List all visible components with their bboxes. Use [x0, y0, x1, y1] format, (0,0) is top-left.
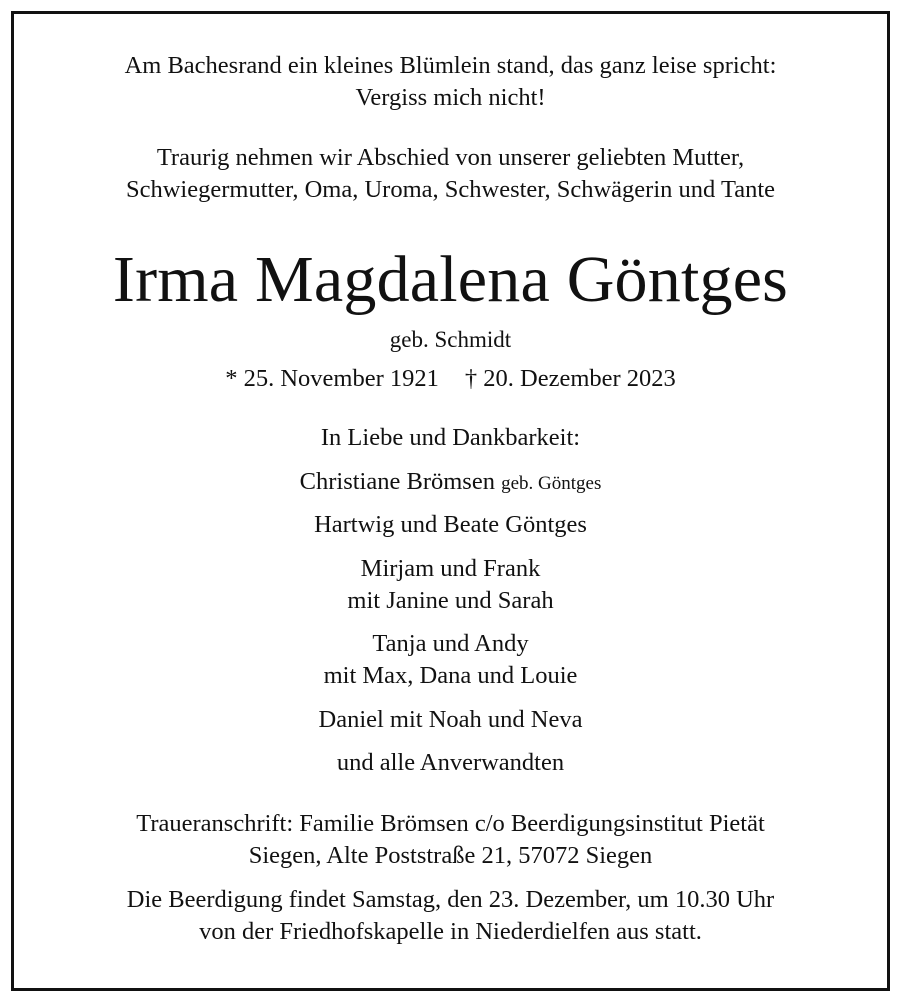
mourner-entry-1-name: Christiane Brömsen [299, 468, 495, 495]
address-line-2: Siegen, Alte Poststraße 21, 57072 Siegen [248, 842, 653, 869]
birth-date: * 25. November 1921 [225, 365, 439, 392]
intro-line-2: Schwiegermutter, Oma, Uroma, Schwester, Schwägerin und Tante [125, 176, 776, 203]
mourner-entry-6: und alle Anverwandten [336, 749, 565, 776]
funeral-line-2: von der Friedhofskapelle in Niederdielfen aus statt. [199, 918, 702, 945]
maiden-name: geb. Schmidt [389, 327, 512, 352]
mourner-entry-4-line-2: mit Max, Dana und Louie [323, 662, 578, 689]
mourner-entry-1 [0, 466, 901, 500]
deceased-name: Irma Magdalena Göntges [112, 243, 789, 316]
mourner-entry-2: Hartwig und Beate Göntges [314, 511, 587, 538]
life-dates [0, 363, 901, 395]
mourner-entry-1-note: geb. Göntges [501, 473, 602, 494]
verse-line-2: Vergiss mich nicht! [355, 84, 546, 111]
funeral-line-1: Die Beerdigung findet Samstag, den 23. Dezember, um 10.30 Uhr [126, 886, 775, 913]
mourner-entry-5: Daniel mit Noah und Neva [318, 706, 583, 733]
intro-line-1: Traurig nehmen wir Abschied von unserer geliebten Mutter, [156, 144, 745, 171]
mourner-entry-4-line-1: Tanja und Andy [372, 630, 529, 657]
mourners-heading: In Liebe und Dankbarkeit: [320, 424, 581, 451]
mourner-entry-3-line-1: Mirjam und Frank [360, 555, 541, 582]
address-line-1: Traueranschrift: Familie Brömsen c/o Beerdigungsinstitut Pietät [136, 810, 765, 837]
mourner-entry-3-line-2: mit Janine und Sarah [347, 587, 554, 614]
verse-line-1: Am Bachesrand ein kleines Blümlein stand, das ganz leise spricht: [124, 52, 777, 79]
death-date: † 20. Dezember 2023 [464, 365, 676, 392]
